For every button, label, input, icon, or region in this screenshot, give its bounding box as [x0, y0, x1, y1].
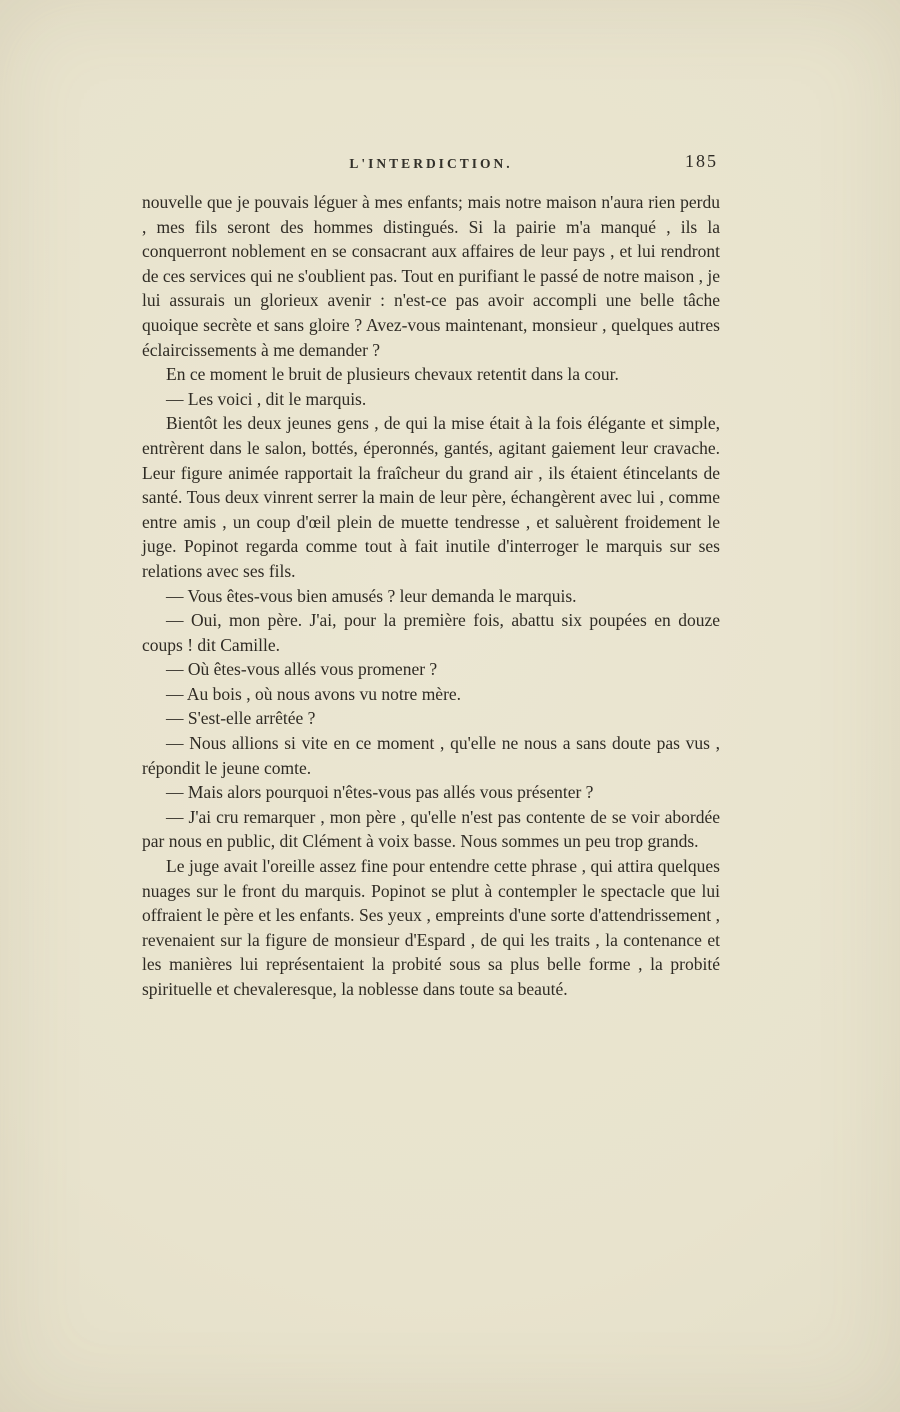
- paragraph: nouvelle que je pouvais léguer à mes enfants; mais notre maison n'aura rien perdu , mes fils seront des hommes distingués. Si la pairie m'a manqué , ils la conquerront noblement en se consacrant aux affaires de leur pays , et lui rendront de ces services qui ne s'oublient pas. Tout en purifiant le passé de notre maison , je lui assurais un glorieux avenir : n'est-ce pas avoir accompli une belle tâche quoique secrète et sans gloire ? Avez-vous maintenant, monsieur , quelques autres éclaircissements à me demander ?: [142, 192, 720, 360]
- paragraph: — S'est-elle arrêtée ?: [166, 708, 316, 729]
- paragraph: Le juge avait l'oreille assez fine pour entendre cette phrase , qui attira quelques nuages sur le front du marquis. Popinot se plut à contempler le spectacle que lui offraient le père et les enfants. Ses yeux , empreints d'une sorte d'attendrissement , revenaient sur la figure de monsieur d'Espard , de qui les traits , la contenance et les manières lui représentaient la probité sous sa plus belle forme , la probité spirituelle et chevaleresque, la noblesse dans toute sa beauté.: [142, 856, 720, 999]
- paragraph: — Mais alors pourquoi n'êtes-vous pas allés vous présenter ?: [166, 782, 594, 803]
- running-header: [142, 151, 720, 173]
- page-number: 185: [685, 151, 718, 171]
- paragraph: — Au bois , où nous avons vu notre mère.: [166, 683, 462, 704]
- paragraph: — Où êtes-vous allés vous promener ?: [166, 659, 438, 680]
- paragraph: — Vous êtes-vous bien amusés ? leur demanda le marquis.: [166, 585, 577, 606]
- paragraph: — Les voici , dit le marquis.: [166, 388, 367, 409]
- paragraph: Bientôt les deux jeunes gens , de qui la mise était à la fois élégante et simple, entrèrent dans le salon, bottés, éperonnés, gantés, agitant gaiement leur cravache. Leur figure animée rapportait la fraîcheur du grand air , ils étaient étincelants de santé. Tous deux vinrent serrer la main de leur père, échangèrent avec lui , comme entre amis , un coup d'œil plein de muette tendresse , et saluèrent froidement le juge. Popinot regarda comme tout à fait inutile d'interroger le marquis sur ses relations avec ses fils.: [142, 413, 720, 581]
- paragraph: — J'ai cru remarquer , mon père , qu'elle n'est pas contente de se voir abordée par nous en public, dit Clément à voix basse. Nous sommes un peu trop grands.: [142, 806, 720, 852]
- running-header-title: L'INTERDICTION.: [349, 156, 513, 171]
- paragraph: En ce moment le bruit de plusieurs chevaux retentit dans la cour.: [166, 364, 619, 385]
- paragraph: — Oui, mon père. J'ai, pour la première fois, abattu six poupées en douze coups ! dit Camille.: [142, 610, 720, 655]
- page-text: [142, 190, 720, 1002]
- paragraph: — Nous allions si vite en ce moment , qu'elle ne nous a sans doute pas vus , répondit le jeune comte.: [142, 733, 720, 778]
